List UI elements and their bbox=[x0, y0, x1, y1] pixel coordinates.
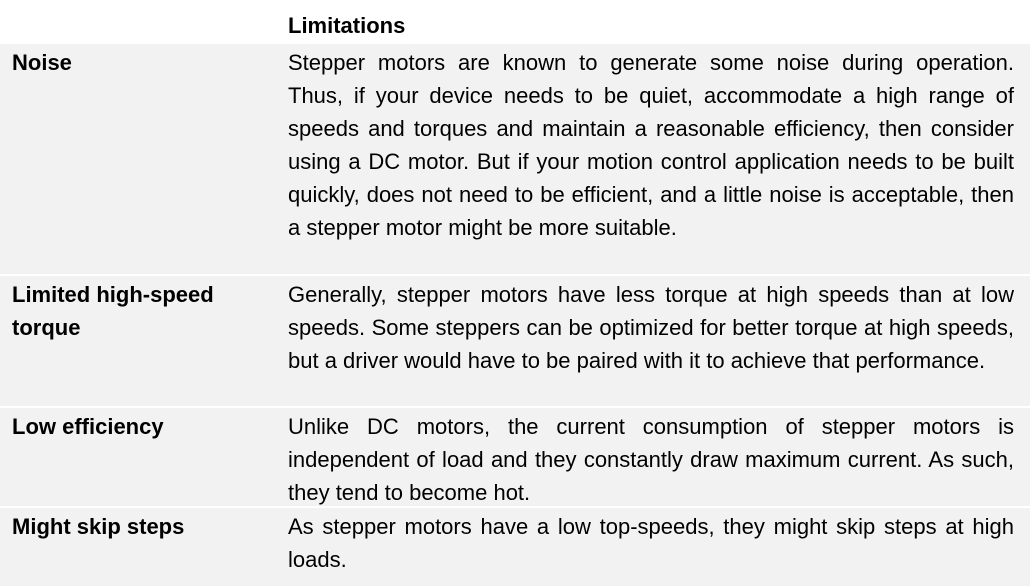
table-row bbox=[0, 408, 1030, 506]
row-description: Unlike DC motors, the current consumption of stepper motors is independent of load and they constantly draw maximum current. As such, they tend to become hot. bbox=[288, 414, 1014, 505]
row-description: Generally, stepper motors have less torque at high speeds than at low speeds. Some steppers can be optimized for better torque at high speeds, but a driver would have to be paired with it to achieve that performance. bbox=[288, 282, 1014, 373]
table-row bbox=[0, 508, 1030, 586]
row-description: As stepper motors have a low top-speeds, they might skip steps at high loads. bbox=[288, 514, 1014, 572]
row-title: Limited high-speed torque bbox=[12, 282, 214, 340]
row-description: Stepper motors are known to generate some noise during operation. Thus, if your device needs to be quiet, accommodate a high range of speeds and torques and maintain a reasonable efficiency, then consider using a DC motor. But if your motion control application needs to be built quickly, does not need to be efficient, and a little noise is acceptable, then a stepper motor might be more suitable. bbox=[288, 50, 1014, 240]
row-title: Might skip steps bbox=[12, 514, 185, 539]
row-title: Noise bbox=[12, 50, 72, 75]
table-header-title: Limitations bbox=[288, 13, 406, 38]
row-title: Low efficiency bbox=[12, 414, 164, 439]
table-row bbox=[0, 44, 1030, 274]
table-header-row bbox=[0, 0, 1030, 44]
table-row bbox=[0, 276, 1030, 406]
